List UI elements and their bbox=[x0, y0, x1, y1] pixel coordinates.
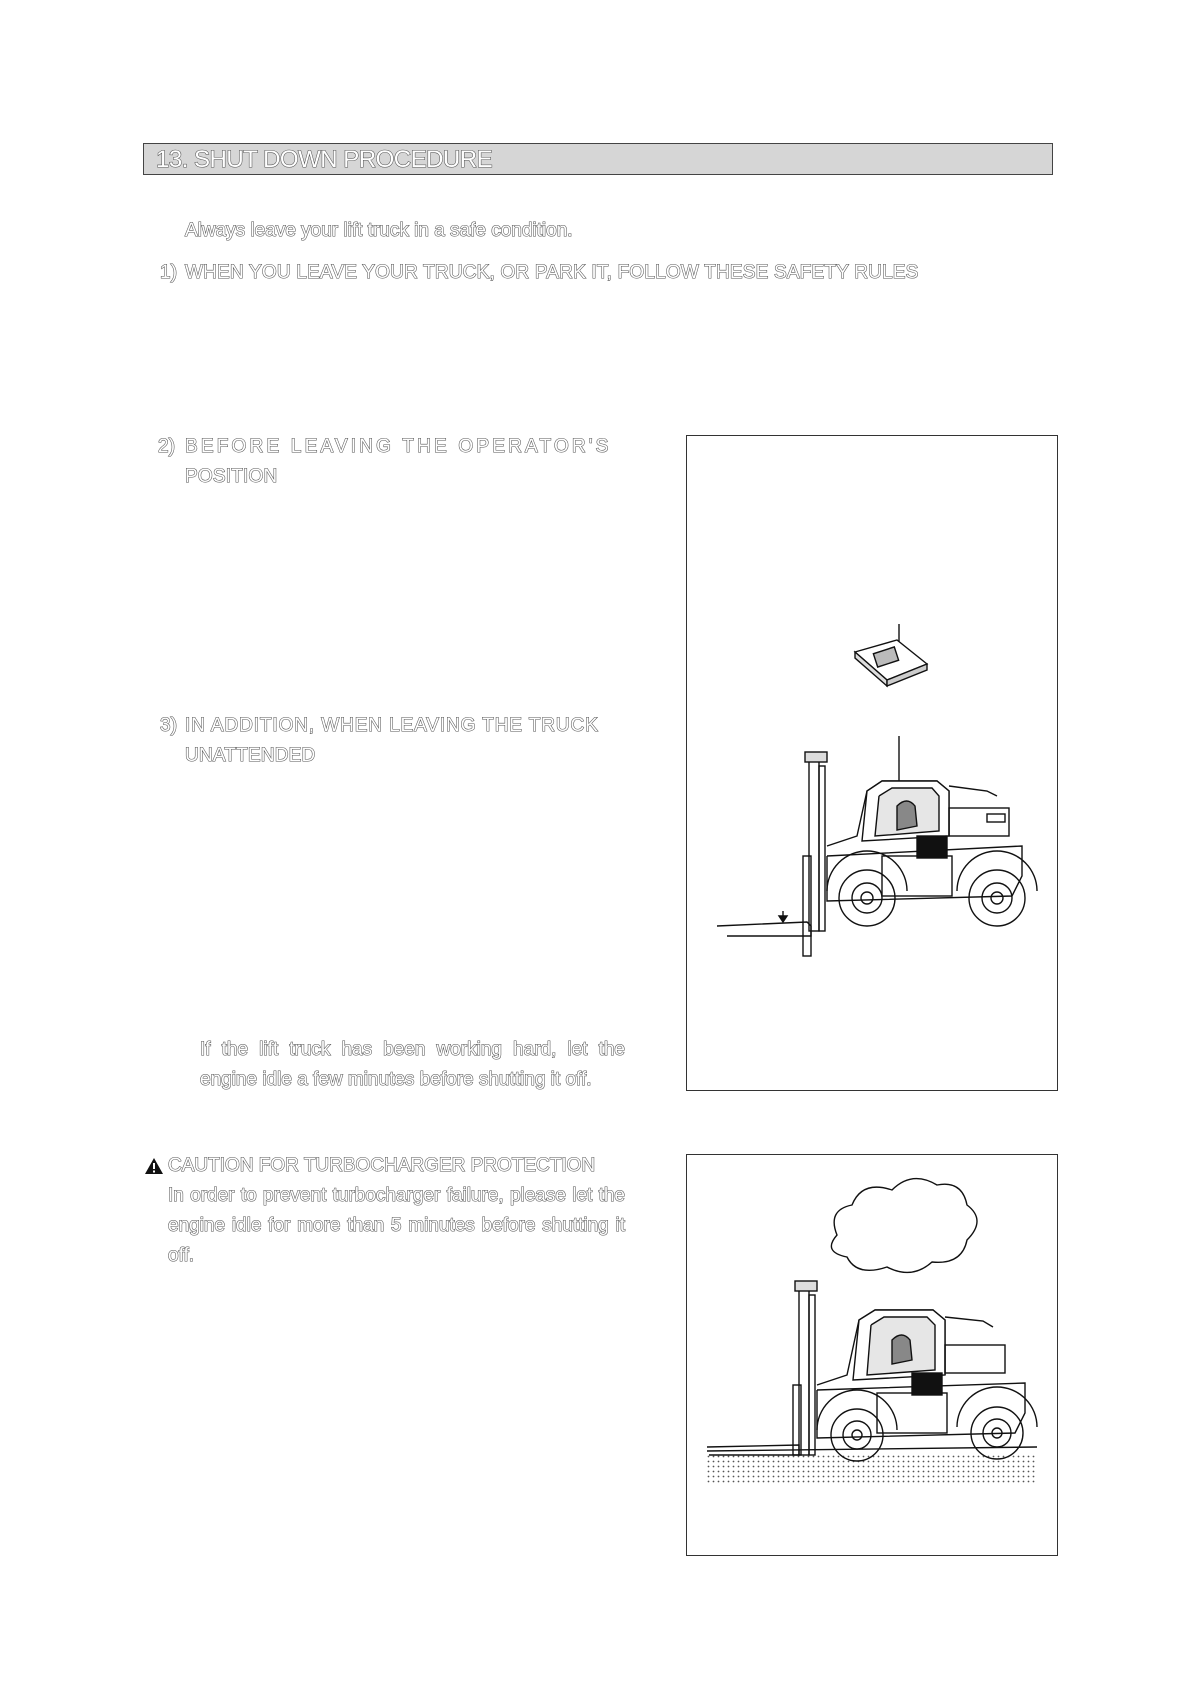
section-title-bar bbox=[143, 143, 1053, 175]
item-1-heading: WHEN YOU LEAVE YOUR TRUCK, OR PARK IT, FOLLOW THESE SAFETY RULES bbox=[185, 262, 919, 283]
idle-note: If the lift truck has been working hard, let the engine idle a few minutes before shutting it off. bbox=[200, 1039, 625, 1090]
forklift-parked-drawing bbox=[687, 436, 1059, 1092]
figure-forklift-idling bbox=[686, 1154, 1058, 1556]
caution-body: In order to prevent turbocharger failure, please let the engine idle for more than 5 minutes before shutting it off. bbox=[168, 1185, 625, 1266]
caution-title: CAUTION FOR TURBOCHARGER PROTECTION bbox=[168, 1155, 596, 1176]
item-3-heading-line2: UNATTENDED bbox=[185, 745, 316, 766]
section-title: 13. SHUT DOWN PROCEDURE bbox=[156, 146, 493, 173]
item-1-number: 1) bbox=[160, 262, 178, 283]
item-3-heading-line1: IN ADDITION, WHEN LEAVING THE TRUCK bbox=[185, 715, 599, 736]
warning-triangle-icon bbox=[144, 1157, 164, 1175]
intro-text: Always leave your lift truck in a safe condition. bbox=[185, 220, 573, 241]
item-2-number: 2) bbox=[158, 436, 176, 457]
item-2-heading-line1: BEFORE LEAVING THE OPERATOR'S bbox=[185, 436, 612, 457]
item-2-heading-line2: POSITION bbox=[185, 466, 278, 487]
item-3-number: 3) bbox=[160, 715, 178, 736]
figure-forklift-parked bbox=[686, 435, 1058, 1091]
forklift-idling-drawing bbox=[687, 1155, 1059, 1557]
